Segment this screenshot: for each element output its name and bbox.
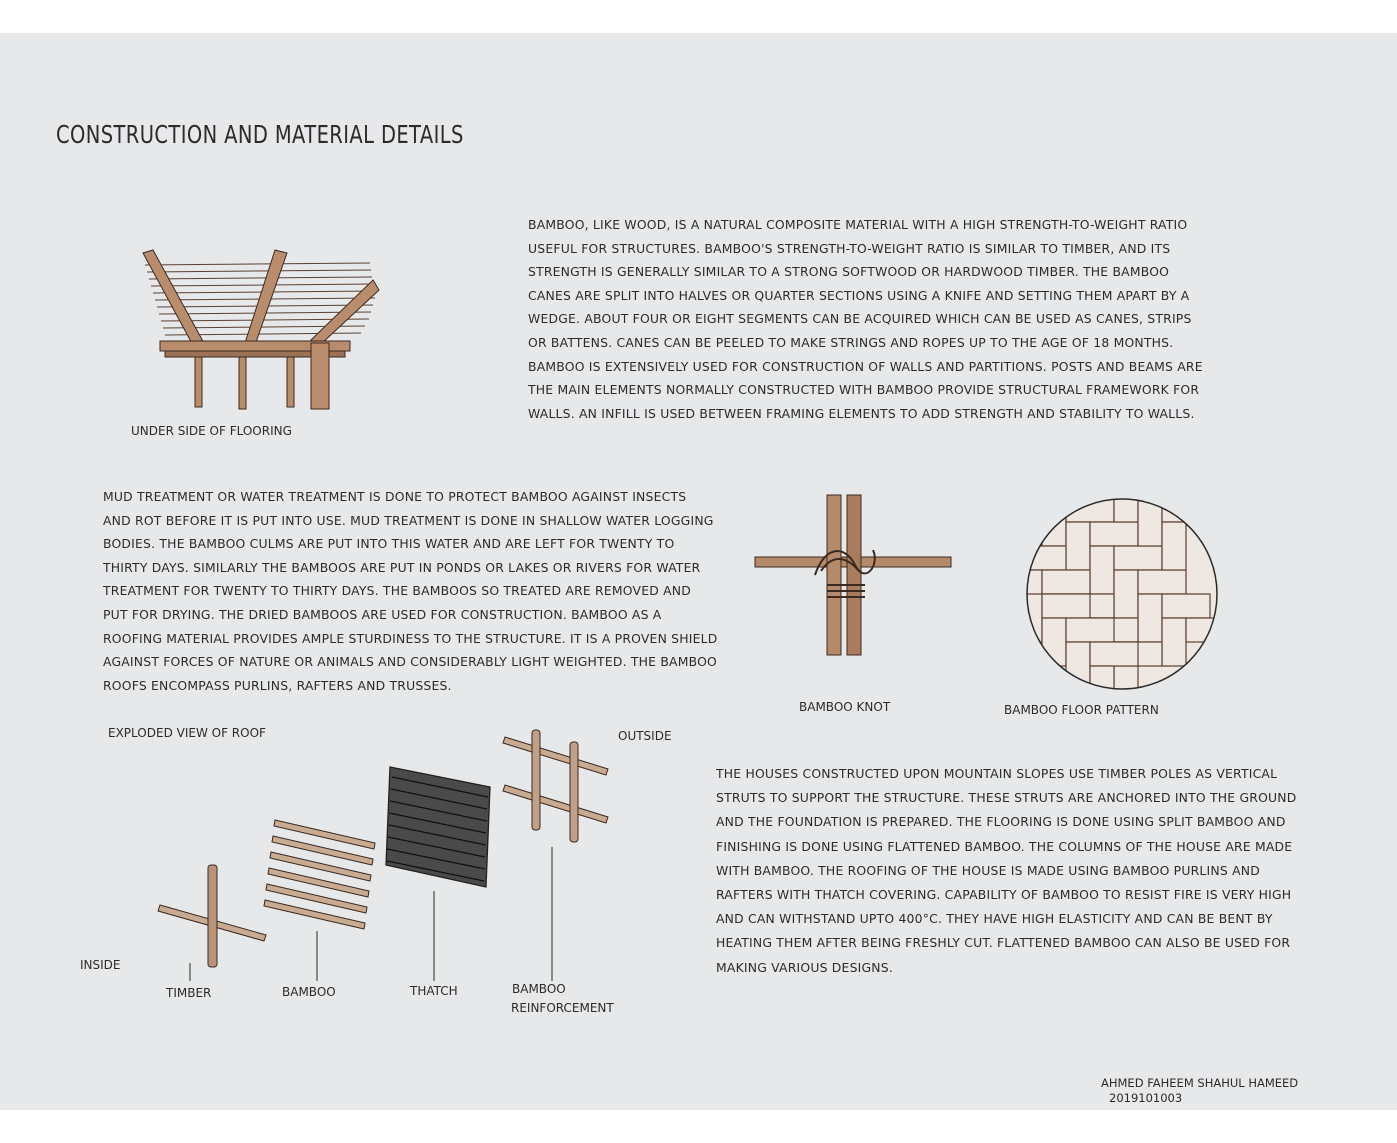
exploded-roof-illustration	[80, 725, 640, 1025]
author-id: 2019101003	[1109, 1091, 1183, 1105]
page-title: CONSTRUCTION AND MATERIAL DETAILS	[56, 120, 464, 149]
floor-pattern-illustration	[1022, 498, 1222, 698]
knot-caption: BAMBOO KNOT	[799, 700, 891, 714]
treatment-paragraph: MUD TREATMENT OR WATER TREATMENT IS DONE TO PROTECT BAMBOO AGAINST INSECTS AND ROT BEFORE IT IS PUT INTO USE. MUD TREATMENT IS DONE IN SHALLOW WATER LOGGING BODIES. THE BAMBOO CULMS ARE PUT INTO THIS WATER AND ARE LEFT FOR TWENTY TO THIRTY DAYS. SIMILARLY THE BAMBOOS ARE PUT IN PONDS OR LAKES OR RIVERS FOR WATER TREATMENT FOR TWENTY TO THIRTY DAYS. THE BAMBOOS SO TREATED ARE REMOVED AND PUT FOR DRYING. THE DRIED BAMBOOS ARE USED FOR CONSTRUCTION. BAMBOO AS A ROOFING MATERIAL PROVIDES AMPLE STURDINESS TO THE STRUCTURE. IT IS A PROVEN SHIELD AGAINST FORCES OF NATURE OR ANIMALS AND CONSIDERABLY LIGHT WEIGHTED. THE BAMBOO ROOFS ENCOMPASS PURLINS, RAFTERS AND TRUSSES.	[103, 489, 718, 693]
mountain-houses-paragraph: THE HOUSES CONSTRUCTED UPON MOUNTAIN SLOPES USE TIMBER POLES AS VERTICAL STRUTS TO SUPPORT THE STRUCTURE. THESE STRUTS ARE ANCHORED INTO THE GROUND AND THE FOUNDATION IS PREPARED. THE FLOORING IS DONE USING SPLIT BAMBOO AND FINISHING IS DONE USING FLATTENED BAMBOO. THE COLUMNS OF THE HOUSE ARE MADE WITH BAMBOO. THE ROOFING OF THE HOUSE IS MADE USING BAMBOO PURLINS AND RAFTERS WITH THATCH COVERING. CAPABILITY OF BAMBOO TO RESIST FIRE IS VERY HIGH AND CAN WITHSTAND UPTO 400°C. THEY HAVE HIGH ELASTICITY AND CAN BE BENT BY HEATING THEM AFTER BEING FRESHLY CUT. FLATTENED BAMBOO CAN ALSO BE USED FOR MAKING VARIOUS DESIGNS.	[716, 766, 1297, 975]
inside-label: INSIDE	[80, 958, 121, 972]
reinforcement-label-line2: REINFORCEMENT	[511, 1001, 614, 1015]
bamboo-label: BAMBOO	[282, 985, 336, 999]
reinforcement-label-line1: BAMBOO	[512, 982, 566, 996]
flooring-caption: UNDER SIDE OF FLOORING	[131, 424, 292, 438]
timber-label: TIMBER	[166, 986, 212, 1000]
thatch-label: THATCH	[410, 984, 458, 998]
outside-label: OUTSIDE	[618, 729, 672, 743]
bamboo-properties-paragraph: BAMBOO, LIKE WOOD, IS A NATURAL COMPOSITE MATERIAL WITH A HIGH STRENGTH-TO-WEIGHT RATIO USEFUL FOR STRUCTURES. BAMBOO'S STRENGTH-TO-WEIGHT RATIO IS SIMILAR TO TIMBER, AND ITS STRENGTH IS GENERALLY SIMILAR TO A STRONG SOFTWOOD OR HARDWOOD TIMBER. THE BAMBOO CANES ARE SPLIT INTO HALVES OR QUARTER SECTIONS USING A KNIFE AND SETTING THEM APART BY A WEDGE. ABOUT FOUR OR EIGHT SEGMENTS CAN BE ACQUIRED WHICH CAN BE USED AS CANES, STRIPS OR BATTENS. CANES CAN BE PEELED TO MAKE STRINGS AND ROPES UP TO THE AGE OF 18 MONTHS. BAMBOO IS EXTENSIVELY USED FOR CONSTRUCTION OF WALLS AND PARTITIONS. POSTS AND BEAMS ARE THE MAIN ELEMENTS NORMALLY CONSTRUCTED WITH BAMBOO PROVIDE STRUCTURAL FRAMEWORK FOR WALLS. AN INFILL IS USED BETWEEN FRAMING ELEMENTS TO ADD STRENGTH AND STABILITY TO WALLS.	[528, 217, 1203, 421]
flooring-illustration	[135, 245, 385, 425]
exploded-view-caption: EXPLODED VIEW OF ROOF	[108, 726, 266, 740]
author-name: AHMED FAHEEM SHAHUL HAMEED	[1101, 1076, 1299, 1090]
bamboo-knot-illustration	[755, 495, 955, 655]
floor-pattern-caption: BAMBOO FLOOR PATTERN	[1004, 703, 1159, 717]
author-signature	[1101, 1076, 1298, 1106]
